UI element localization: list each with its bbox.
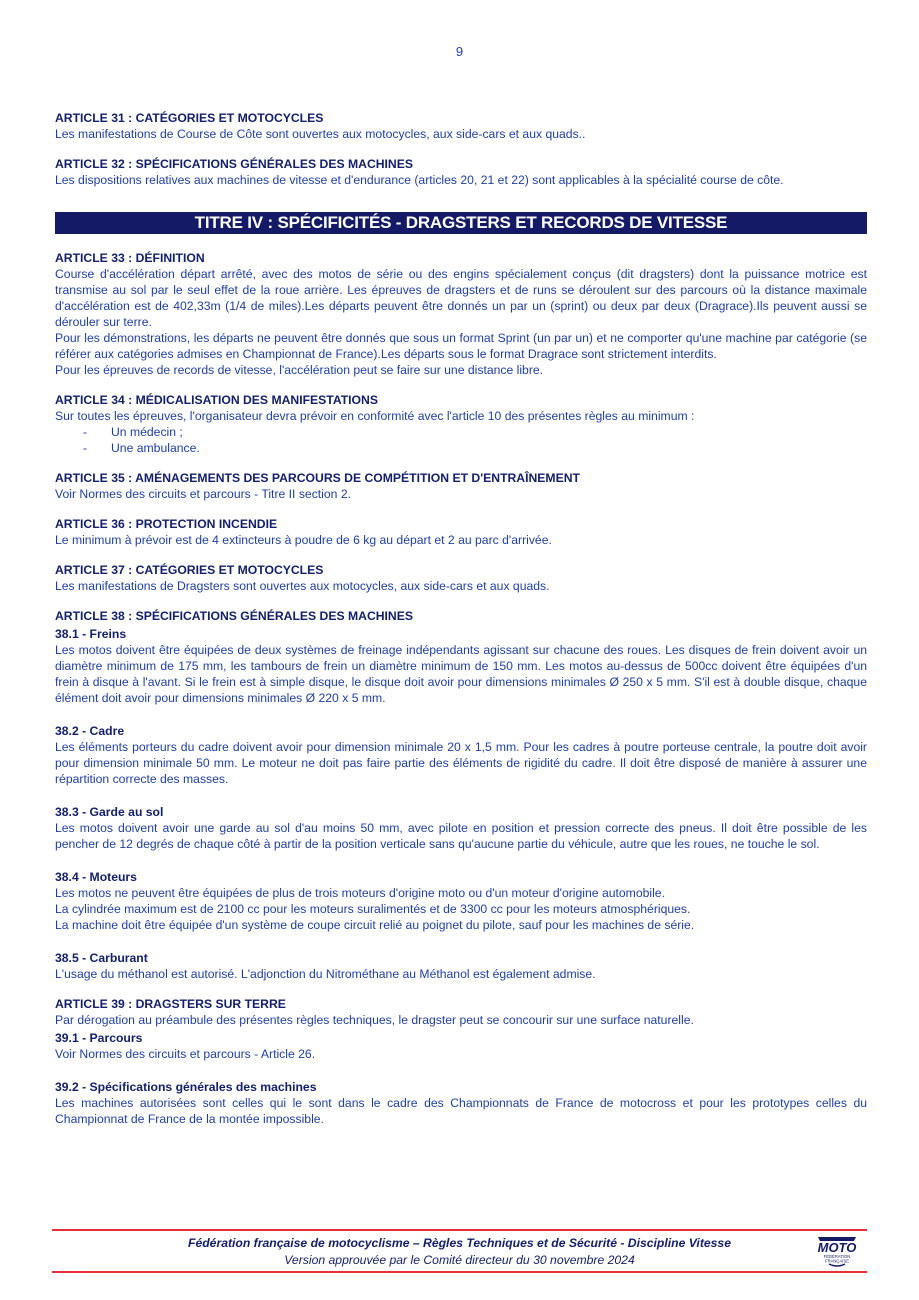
logo-sub2: FRANÇAISE — [825, 1258, 849, 1264]
article-title: ARTICLE 38 : SPÉCIFICATIONS GÉNÉRALES DES MACHINES — [55, 609, 413, 623]
subsection-title: 38.4 - Moteurs — [55, 870, 137, 884]
list-item-text: Une ambulance. — [111, 441, 200, 455]
article-title: ARTICLE 36 : PROTECTION INCENDIE — [55, 517, 278, 531]
subsection-text: Les motos doivent avoir une garde au sol d'au moins 50 mm, avec pilote en position et pression correcte des pneus. Il doit être possible de les pencher de 12 degrés de chaque côté à partir de la position verticale sans qu'aucune partie du véhicule, autre que les roues, ne touche le sol. — [55, 821, 867, 851]
article-37 — [55, 562, 867, 594]
article-text: Voir Normes des circuits et parcours - Titre II section 2. — [55, 487, 351, 501]
article-text: Par dérogation au préambule des présentes règles techniques, le dragster peut se concourir sur une surface naturelle. — [55, 1013, 694, 1027]
article-title: ARTICLE 32 : SPÉCIFICATIONS GÉNÉRALES DES MACHINES — [55, 157, 413, 171]
article-title: ARTICLE 39 : DRAGSTERS SUR TERRE — [55, 997, 286, 1011]
subsection-title: 38.5 - Carburant — [55, 951, 148, 965]
article-32 — [55, 156, 867, 188]
article-title: ARTICLE 33 : DÉFINITION — [55, 251, 205, 265]
subsection-text: Les motos doivent être équipées de deux systèmes de freinage indépendants agissant sur chacune des roues. Les disques de frein doivent avoir un diamètre minimum de 175 mm, les tambours de frein un diamètre minimum de 150 mm. Les motos au-dessus de 500cc doivent être équipées d'un frein à disque à l'avant. Si le frein est à simple disque, le disque doit avoir pour dimensions minimales Ø 250 x 5 mm. S'il est à double disque, chaque élément doit avoir pour dimensions minimales Ø 220 x 5 mm. — [55, 643, 867, 705]
subsection-title: 39.1 - Parcours — [55, 1031, 143, 1045]
article-title: ARTICLE 34 : MÉDICALISATION DES MANIFESTATIONS — [55, 393, 378, 407]
article-35 — [55, 470, 867, 502]
ffm-moto-logo — [814, 1234, 860, 1268]
subsection-38-1 — [55, 626, 867, 706]
article-text: Les dispositions relatives aux machines de vitesse et d'endurance (articles 20, 21 et 22) sont applicables à la spécialité course de côte. — [55, 173, 784, 187]
subsection-38-2 — [55, 723, 867, 787]
subsection-text: Les motos ne peuvent être équipées de plus de trois moteurs d'origine moto ou d'un moteur d'origine automobile. — [55, 886, 665, 900]
subsection-text: Les machines autorisées sont celles qui le sont dans le cadre des Championnats de France de motocross et pour les prototypes celles du Championnat de France de la montée impossible. — [55, 1096, 867, 1126]
article-title: ARTICLE 37 : CATÉGORIES ET MOTOCYCLES — [55, 563, 324, 577]
article-31 — [55, 110, 867, 142]
article-text: Course d'accélération départ arrêté, avec des motos de série ou des engins spécialement conçus (dit dragsters) dont la puissance motrice est transmise au sol par le seul effet de la roue arrière. Les épreuves de dragsters et de runs se déroulent sur des parcours où la distance maximale d'accélération est de 402,33m (1/4 de miles).Les départs peuvent être donnés un par un (sprint) ou deux par deux (Dragrace).Ils peuvent aussi se dérouler sur terre. — [55, 267, 867, 329]
article-text: Sur toutes les épreuves, l'organisateur devra prévoir en conformité avec l'article 10 des présentes règles au minimum : — [55, 409, 695, 423]
article-text: Pour les épreuves de records de vitesse, l'accélération peut se faire sur une distance libre. — [55, 363, 544, 377]
subsection-text: La machine doit être équipée d'un système de coupe circuit relié au poignet du pilote, sauf pour les machines de série. — [55, 918, 695, 932]
footer — [52, 1235, 867, 1269]
subsection-text: L'usage du méthanol est autorisé. L'adjonction du Nitrométhane au Méthanol est également admise. — [55, 967, 596, 981]
page-number: 9 — [455, 44, 464, 59]
article-34 — [55, 392, 867, 456]
subsection-39-2 — [55, 1079, 867, 1127]
article-38 — [55, 608, 867, 982]
article-text: Le minimum à prévoir est de 4 extincteurs à poudre de 6 kg au départ et 2 au parc d'arrivée. — [55, 533, 552, 547]
footer-title: Fédération française de motocyclisme – Règles Techniques et de Sécurité - Discipline Vitesse — [188, 1236, 731, 1250]
subsection-title: 38.2 - Cadre — [55, 724, 125, 738]
list-item: - Une ambulance. — [83, 441, 200, 455]
article-title: ARTICLE 35 : AMÉNAGEMENTS DES PARCOURS DE COMPÉTITION ET D'ENTRAÎNEMENT — [55, 471, 580, 485]
article-39 — [55, 996, 867, 1127]
list-item: - Un médecin ; — [83, 425, 183, 439]
footer-divider-top — [52, 1229, 867, 1231]
subsection-38-5 — [55, 950, 867, 982]
article-text: Les manifestations de Dragsters sont ouvertes aux motocycles, aux side-cars et aux quads. — [55, 579, 550, 593]
subsection-text: Les éléments porteurs du cadre doivent avoir pour dimension minimale 20 x 1,5 mm. Pour les cadres à poutre porteuse centrale, la poutre doit avoir pour dimension minimale 50 mm. Le moteur ne doit pas faire partie des éléments de rigidité du cadre. Il doit être disposé de manière à assurer une répartition correcte des masses. — [55, 740, 867, 786]
subsection-text: La cylindrée maximum est de 2100 cc pour les moteurs suralimentés et de 3300 cc pour les moteurs atmosphériques. — [55, 902, 691, 916]
logo-sub1: FÉDÉRATION — [823, 1254, 851, 1259]
document-body — [55, 110, 867, 1141]
titre-banner: TITRE IV : SPÉCIFICITÉS - DRAGSTERS ET RECORDS DE VITESSE — [55, 212, 867, 234]
article-text: Les manifestations de Course de Côte sont ouvertes aux motocycles, aux side-cars et aux quads.. — [55, 127, 586, 141]
subsection-title: 38.3 - Garde au sol — [55, 805, 164, 819]
footer-version: Version approuvée par le Comité directeur du 30 novembre 2024 — [284, 1253, 635, 1267]
article-33 — [55, 250, 867, 378]
subsection-title: 38.1 - Freins — [55, 627, 127, 641]
subsection-38-4 — [55, 869, 867, 933]
subsection-38-3 — [55, 804, 867, 852]
footer-divider-bottom — [52, 1271, 867, 1273]
article-text: Pour les démonstrations, les départs ne peuvent être donnés que sous un format Sprint (un par un) et ne comporter qu'une machine par catégorie (se référer aux catégories admises en Championnat de France).Les départs sous le format Dragrace sont strictement interdits. — [55, 331, 867, 361]
article-title: ARTICLE 31 : CATÉGORIES ET MOTOCYCLES — [55, 111, 324, 125]
logo-word: MOTO — [817, 1240, 857, 1255]
list-item-text: Un médecin ; — [111, 425, 183, 439]
subsection-text: Voir Normes des circuits et parcours - Article 26. — [55, 1047, 316, 1061]
article-36 — [55, 516, 867, 548]
subsection-title: 39.2 - Spécifications générales des machines — [55, 1080, 317, 1094]
